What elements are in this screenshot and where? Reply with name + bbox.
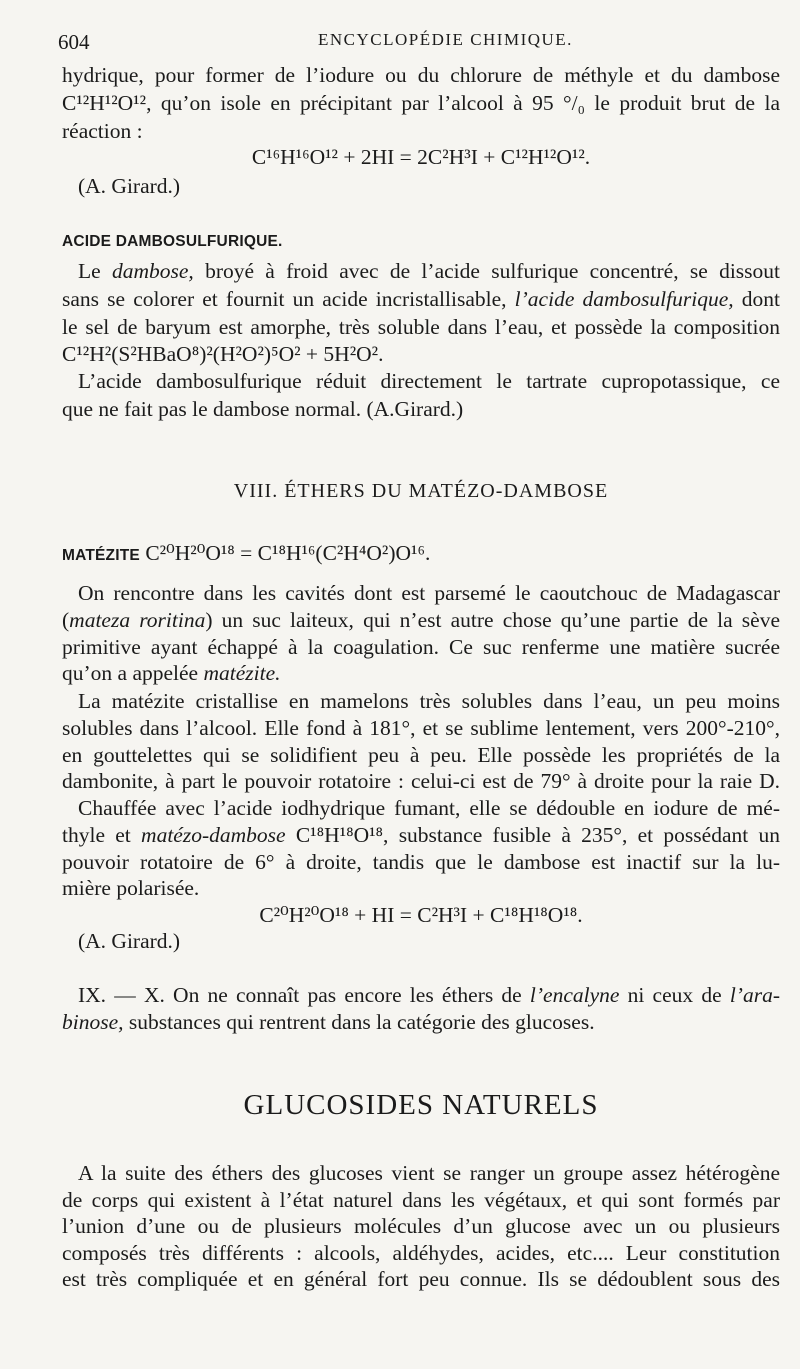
compound-name: MATÉZITE [62, 547, 140, 564]
text-line: L’acide dambosulfurique réduit directement le tartrate cupropotassique, ce [78, 369, 780, 393]
text-line: pouvoir rotatoire de 6° à droite, tandis que le dambose est inactif sur la lu- [62, 850, 780, 874]
text-line: que ne fait pas le dambose normal. (A.Girard.) [62, 397, 464, 421]
text-line: C¹²H¹²O¹², qu’on isole en précipitant par l’alcool à 95 °/₀ le produit brut de la [62, 91, 780, 115]
text-line: qu’on a appelée matézite. [62, 661, 281, 685]
text-line: réaction : [62, 119, 143, 143]
text-line: solubles dans l’alcool. Elle fond à 181°, et se sublime lentement, vers 200°-210°, [62, 716, 780, 740]
text-line: A la suite des éthers des glucoses vient se ranger un groupe assez hétérogène [78, 1161, 780, 1185]
equation: C²⁰H²⁰O¹⁸ + HI = C²H³I + C¹⁸H¹⁸O¹⁸. [259, 903, 583, 927]
text-line: thyle et matézo-dambose C¹⁸H¹⁸O¹⁸, substance fusible à 235°, et possédant un [62, 823, 780, 847]
formula-line: C¹²H²(S²HBaO⁸)²(H²O²)⁵O² + 5H²O². [62, 342, 384, 366]
text-line: sans se colorer et fournit un acide incristallisable, l’acide dambosulfurique, dont [62, 287, 781, 311]
text-line: hydrique, pour former de l’iodure ou du chlorure de méthyle et du dambose [62, 63, 780, 87]
running-title: ENCYCLOPÉDIE CHIMIQUE. [318, 30, 573, 49]
text-line: primitive ayant échappé à la coagulation. Ce suc renferme une matière sucrée [62, 635, 780, 659]
text-line: La matézite cristallise en mamelons très solubles dans l’eau, un peu moins [78, 689, 780, 713]
subsection-heading: ACIDE DAMBOSULFURIQUE. [62, 233, 283, 250]
text-line: en gouttelettes qui se solidifient peu à peu. Elle possède les propriétés de la [62, 743, 780, 767]
text-line: mière polarisée. [62, 876, 200, 900]
text-line: le sel de baryum est amorphe, très soluble dans l’eau, et possède la composition [62, 315, 780, 339]
compound-formula: C²⁰H²⁰O¹⁸ = C¹⁸H¹⁶(C²H⁴O²)O¹⁶. [145, 541, 431, 565]
subsection-heading [62, 540, 780, 569]
citation: (A. Girard.) [78, 174, 181, 198]
section-title: VIII. ÉTHERS DU MATÉZO-DAMBOSE [233, 480, 609, 502]
text-line: On rencontre dans les cavités dont est parsemé le caoutchouc de Madagascar [78, 581, 780, 605]
text-line: (mateza roritina) un suc laiteux, qui n’est autre chose qu’une partie de la sève [62, 608, 780, 632]
text-line: Le dambose, broyé à froid avec de l’acide sulfurique concentré, se dissout [78, 259, 780, 283]
chapter-title: GLUCOSIDES NATURELS [243, 1089, 599, 1121]
text-line: dambonite, à part le pouvoir rotatoire : celui-ci est de 79° à droite pour la raie D. [62, 769, 780, 793]
citation: (A. Girard.) [78, 929, 181, 953]
text-line: l’union d’une ou de plusieurs molécules d’un glucose avec un ou plusieurs [62, 1214, 780, 1238]
page-number: 604 [58, 30, 90, 54]
text-line: composés très différents : alcools, aldéhydes, acides, etc.... Leur constitution [62, 1241, 780, 1265]
equation: C¹⁶H¹⁶O¹² + 2HI = 2C²H³I + C¹²H¹²O¹². [251, 145, 591, 169]
text-line: IX. — X. On ne connaît pas encore les éthers de l’encalyne ni ceux de l’ara- [78, 983, 780, 1007]
page-header [58, 30, 760, 56]
text-line: binose, substances qui rentrent dans la catégorie des glucoses. [62, 1010, 595, 1034]
text-line: Chauffée avec l’acide iodhydrique fumant, elle se dédouble en iodure de mé- [78, 796, 780, 820]
text-line: de corps qui existent à l’état naturel dans les végétaux, et qui sont formés par [62, 1188, 780, 1212]
text-line: est très compliquée et en général fort peu connue. Ils se dédoublent sous des [62, 1267, 780, 1291]
